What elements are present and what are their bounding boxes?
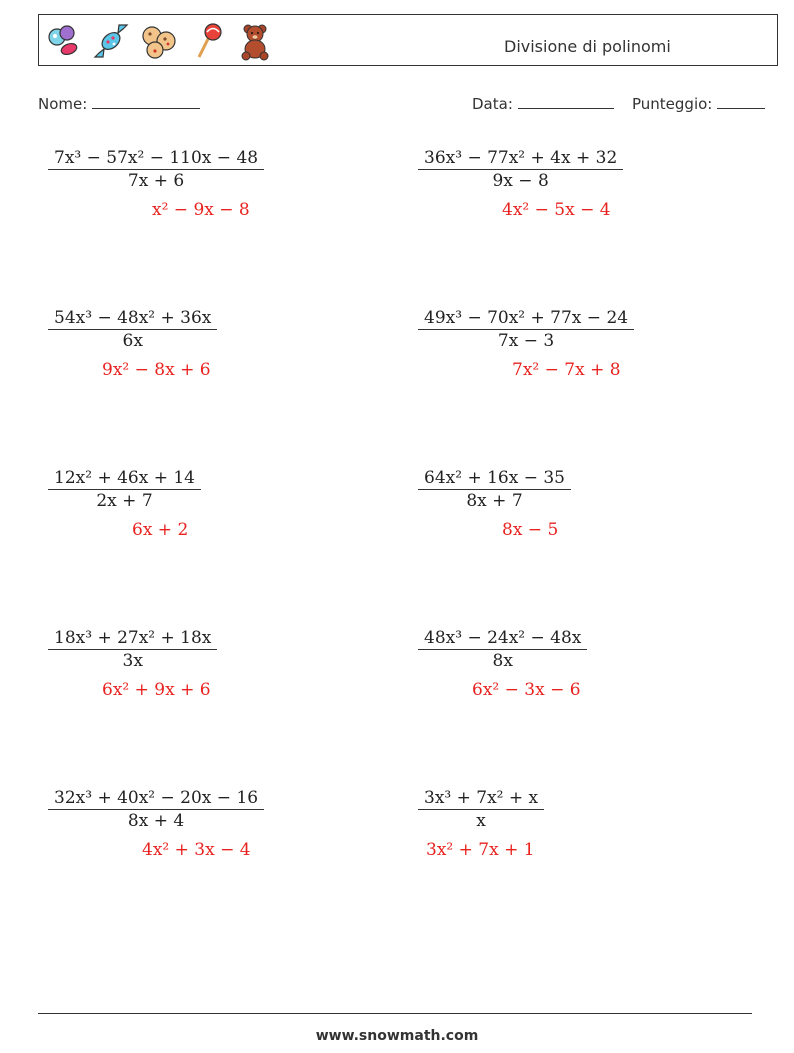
fraction (418, 148, 623, 191)
denominator: 6x (122, 331, 143, 351)
answer: 6x² + 9x + 6 (102, 680, 211, 700)
name-blank (92, 94, 200, 109)
answer: 8x − 5 (502, 520, 559, 540)
fraction (48, 308, 217, 351)
numerator: 32x³ + 40x² − 20x − 16 (48, 788, 264, 810)
date-blank (518, 94, 614, 109)
numerator: 18x³ + 27x² + 18x (48, 628, 217, 650)
answer: 9x² − 8x + 6 (102, 360, 211, 380)
footer-url[interactable]: www.snowmath.com (315, 1028, 479, 1044)
footer-divider (38, 1013, 752, 1014)
header-icons (43, 21, 275, 61)
worksheet-header (38, 14, 778, 66)
numerator: 64x² + 16x − 35 (418, 468, 571, 490)
answer: 6x + 2 (132, 520, 189, 540)
name-label: Nome: (38, 95, 88, 113)
answer: 3x² + 7x + 1 (426, 840, 535, 860)
denominator: 7x − 3 (497, 331, 555, 351)
numerator: 36x³ − 77x² + 4x + 32 (418, 148, 623, 170)
date-field (472, 94, 614, 113)
answer: 6x² − 3x − 6 (472, 680, 581, 700)
answer: 7x² − 7x + 8 (512, 360, 621, 380)
fraction (48, 148, 264, 191)
numerator: 54x³ − 48x² + 36x (48, 308, 217, 330)
fraction (418, 308, 634, 351)
date-label: Data: (472, 95, 513, 113)
answer: 4x² − 5x − 4 (502, 200, 611, 220)
numerator: 3x³ + 7x² + x (418, 788, 544, 810)
numerator: 49x³ − 70x² + 77x − 24 (418, 308, 634, 330)
fraction (48, 788, 264, 831)
numerator: 48x³ − 24x² − 48x (418, 628, 587, 650)
fraction (418, 468, 571, 511)
fraction (418, 788, 544, 831)
fraction (48, 468, 201, 511)
cookies-icon (139, 21, 179, 61)
numerator: 7x³ − 57x² − 110x − 48 (48, 148, 264, 170)
denominator: 7x + 6 (127, 171, 185, 191)
numerator: 12x² + 46x + 14 (48, 468, 201, 490)
answer: x² − 9x − 8 (152, 200, 250, 220)
denominator: 8x (492, 651, 513, 671)
denominator: 2x + 7 (96, 491, 153, 511)
answer: 4x² + 3x − 4 (142, 840, 251, 860)
denominator: 8x + 7 (466, 491, 523, 511)
name-field (38, 94, 200, 113)
denominator: 8x + 4 (127, 811, 185, 831)
candy-icon (43, 21, 83, 61)
lollipop-icon (187, 21, 227, 61)
fraction (48, 628, 217, 671)
score-field (632, 94, 765, 113)
teddy-bear-icon (235, 21, 275, 61)
denominator: 3x (122, 651, 143, 671)
denominator: x (476, 811, 486, 831)
wrapped-candy-icon (91, 21, 131, 61)
score-label: Punteggio: (632, 95, 713, 113)
worksheet-title: Divisione di polinomi (504, 37, 671, 56)
denominator: 9x − 8 (492, 171, 549, 191)
score-blank (717, 94, 765, 109)
fraction (418, 628, 587, 671)
